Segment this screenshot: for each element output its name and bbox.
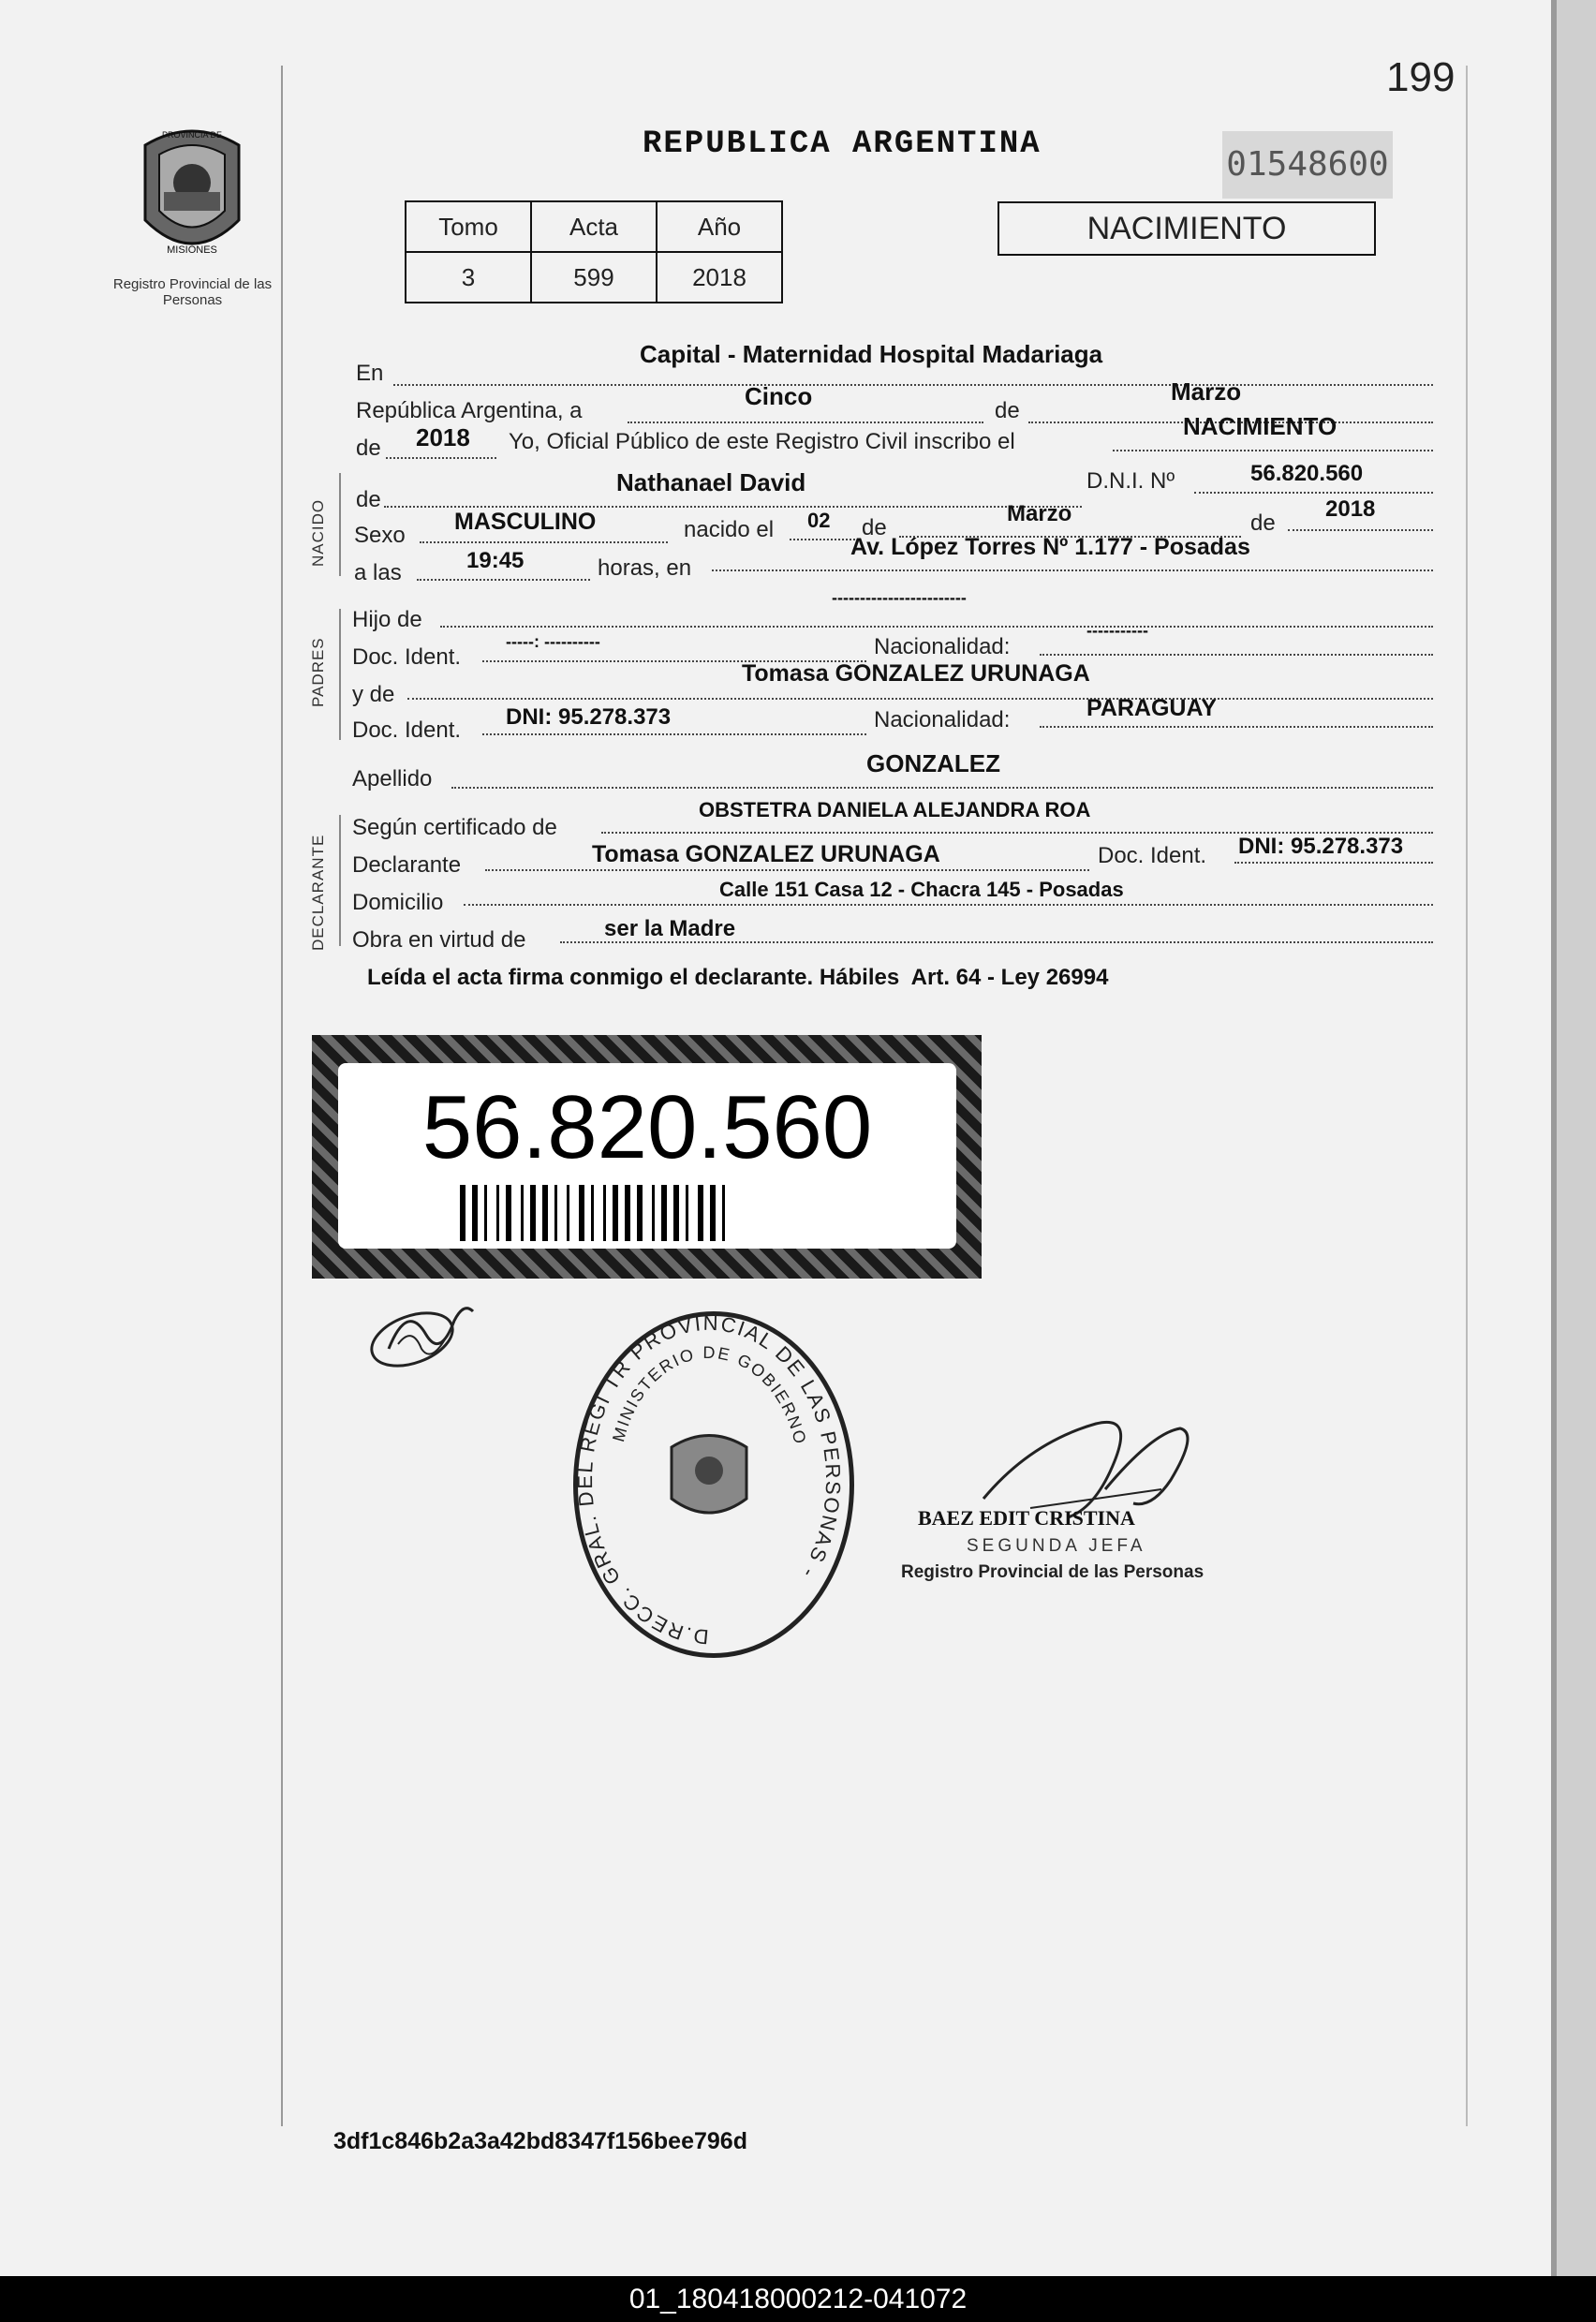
birth-place-value: Av. López Torres Nº 1.177 - Posadas [850,534,1250,560]
barcode [460,1185,853,1241]
seal-outer-text: D.RECC. GRAL. DEL REGI TR PROVINCIAL DE LAS PERSONAS - [573,1311,845,1649]
dni-sticker-number: 56.820.560 [421,1077,873,1177]
dotted-line [386,457,496,459]
nacionalidad-label-2: Nacionalidad: [874,707,1011,732]
dotted-line [440,626,1433,628]
domicilio-value: Calle 151 Casa 12 - Chacra 145 - Posadas [719,878,1124,901]
dotted-line [451,787,1433,789]
barcode-bar [686,1185,688,1241]
barcode-bar [496,1185,499,1241]
signatory-title: SEGUNDA JEFA [967,1536,1146,1556]
section-brace [339,815,350,946]
child-dni-value: 56.820.560 [1250,461,1364,486]
record-type-box: NACIMIENTO [998,201,1376,256]
barcode-bar [661,1185,667,1241]
record-table-cell: 2018 [657,252,782,303]
apellido-value: GONZALEZ [866,749,1000,777]
crest-text-top: PROVINCIA DE [161,130,223,140]
dotted-line [1113,450,1433,451]
dotted-line [417,579,590,581]
section-brace [339,473,350,576]
page-number: 199 [1386,54,1456,100]
margin-line [281,66,283,2126]
horas-en-label: horas, en [598,555,692,581]
father-doc-value: -----: ---------- [506,632,600,651]
declarante-section-label: DECLARANTE [309,834,327,951]
barcode-bar [613,1185,618,1241]
record-table-header: Año [657,201,782,252]
document-hash: 3df1c846b2a3a42bd8347f156bee796d [333,2128,747,2154]
mother-doc-value: DNI: 95.278.373 [506,704,672,730]
signatory-office: Registro Provincial de las Personas [901,1562,1204,1582]
dotted-line [1234,862,1433,864]
birth-day-value: 02 [807,509,831,532]
barcode-bar [530,1185,536,1241]
barcode-bar [591,1185,594,1241]
barcode-bar [567,1185,569,1241]
year-value: 2018 [416,423,470,451]
doc-ident-label-2: Doc. Ident. [352,717,462,743]
barcode-bar [722,1185,725,1241]
record-table-header: Tomo [406,201,531,252]
padres-section-label: PADRES [309,637,327,707]
barcode-bar [542,1185,548,1241]
footer-filename: 01_180418000212-041072 [0,2276,1596,2322]
initials-signature [361,1283,492,1377]
declarante-name-value: Tomasa GONZALEZ URUNAGA [592,841,940,867]
barcode-bar [710,1185,716,1241]
record-table [405,200,783,303]
day-text-value: Cinco [745,382,813,410]
year-prefix-label: de [356,436,381,461]
nacionalidad-label: Nacionalidad: [874,634,1011,659]
serial-number: 01548600 [1222,131,1393,199]
official-seal [573,1311,854,1658]
obra-label: Obra en virtud de [352,927,526,953]
apellido-label: Apellido [352,766,433,791]
dotted-line [1194,492,1433,494]
sheet-edge [1551,0,1557,2276]
place-value: Capital - Maternidad Hospital Madariaga [640,340,1103,368]
father-nationality-value: ----------- [1086,621,1148,640]
de-label: de [995,398,1020,423]
dotted-line [464,904,1433,906]
barcode-bar [673,1185,679,1241]
event-value: NACIMIENTO [1183,412,1337,440]
dotted-line [407,698,1433,700]
province-crest-logo [126,117,258,276]
time-value: 19:45 [466,548,525,573]
barcode-bar [554,1185,557,1241]
record-table-cell: 3 [406,252,531,303]
dotted-line [420,541,668,543]
dni-sticker [312,1035,982,1279]
barcode-bar [637,1185,643,1241]
dotted-line [712,569,1433,571]
mother-name-value: Tomasa GONZALEZ URUNAGA [742,660,1090,687]
declarante-label: Declarante [352,852,462,878]
dotted-line [485,869,1089,871]
right-margin-line [1466,66,1468,2126]
barcode-bar [521,1185,524,1241]
dotted-line [393,384,1433,386]
barcode-bar [625,1185,630,1241]
crest-text: MISIONES [167,244,217,256]
doc-ident-label: Doc. Ident. [352,644,462,670]
section-brace [339,609,350,740]
birth-month-value: Marzo [1007,501,1072,526]
seal-inner-text: MINISTERIO DE GOBIERNO [609,1342,810,1448]
declarante-doc-value: DNI: 95.278.373 [1238,834,1404,859]
dotted-line [482,733,866,735]
record-table-cell: 599 [531,252,657,303]
sexo-value: MASCULINO [454,509,597,535]
dotted-line [790,539,855,540]
barcode-bar [698,1185,703,1241]
mother-nationality-value: PARAGUAY [1086,695,1217,721]
certificado-value: OBSTETRA DANIELA ALEJANDRA ROA [699,798,1091,821]
signatory-name: BAEZ EDIT CRISTINA [918,1506,1135,1530]
dotted-line [1288,529,1433,531]
dotted-line [1040,654,1433,656]
hijo-de-label: Hijo de [352,607,422,632]
country-title: REPUBLICA ARGENTINA [643,126,1042,162]
month-text-value: Marzo [1171,377,1242,406]
sexo-label: Sexo [354,523,406,548]
declarante-doc-label: Doc. Ident. [1098,843,1207,868]
dotted-line [384,506,1082,508]
registry-caption: Registro Provincial de las Personas [112,276,273,308]
nacido-de-label: de [356,487,381,512]
barcode-bar [652,1185,655,1241]
barcode-bar [506,1185,511,1241]
y-de-label: y de [352,682,395,707]
barcode-bar [460,1185,466,1241]
birth-year-value: 2018 [1325,496,1376,522]
nacido-section-label: NACIDO [309,498,327,567]
father-name-value: ------------------------ [832,588,967,607]
republica-label: República Argentina, a [356,398,583,423]
obra-value: ser la Madre [604,916,736,941]
dotted-line [1040,726,1433,728]
inscribo-text: Yo, Oficial Público de este Registro Civil inscribo el [509,429,1015,454]
barcode-bar [579,1185,584,1241]
child-name-value: Nathanael David [616,468,806,496]
dotted-line [628,422,983,423]
domicilio-label: Domicilio [352,890,444,915]
de-label-3: de [1250,510,1276,536]
barcode-bar [603,1185,606,1241]
certificado-label: Según certificado de [352,815,557,840]
en-label: En [356,361,384,386]
nacido-el-label: nacido el [684,517,775,542]
record-table-header: Acta [531,201,657,252]
a-las-label: a las [354,560,402,585]
seal-crest-icon [672,1436,746,1514]
barcode-bar [472,1185,478,1241]
dni-label: D.N.I. Nº [1086,468,1175,494]
barcode-bar [484,1185,487,1241]
closing-text: Leída el acta firma conmigo el declarante. Hábiles Art. 64 - Ley 26994 [367,965,1109,990]
de-label-2: de [862,515,887,540]
